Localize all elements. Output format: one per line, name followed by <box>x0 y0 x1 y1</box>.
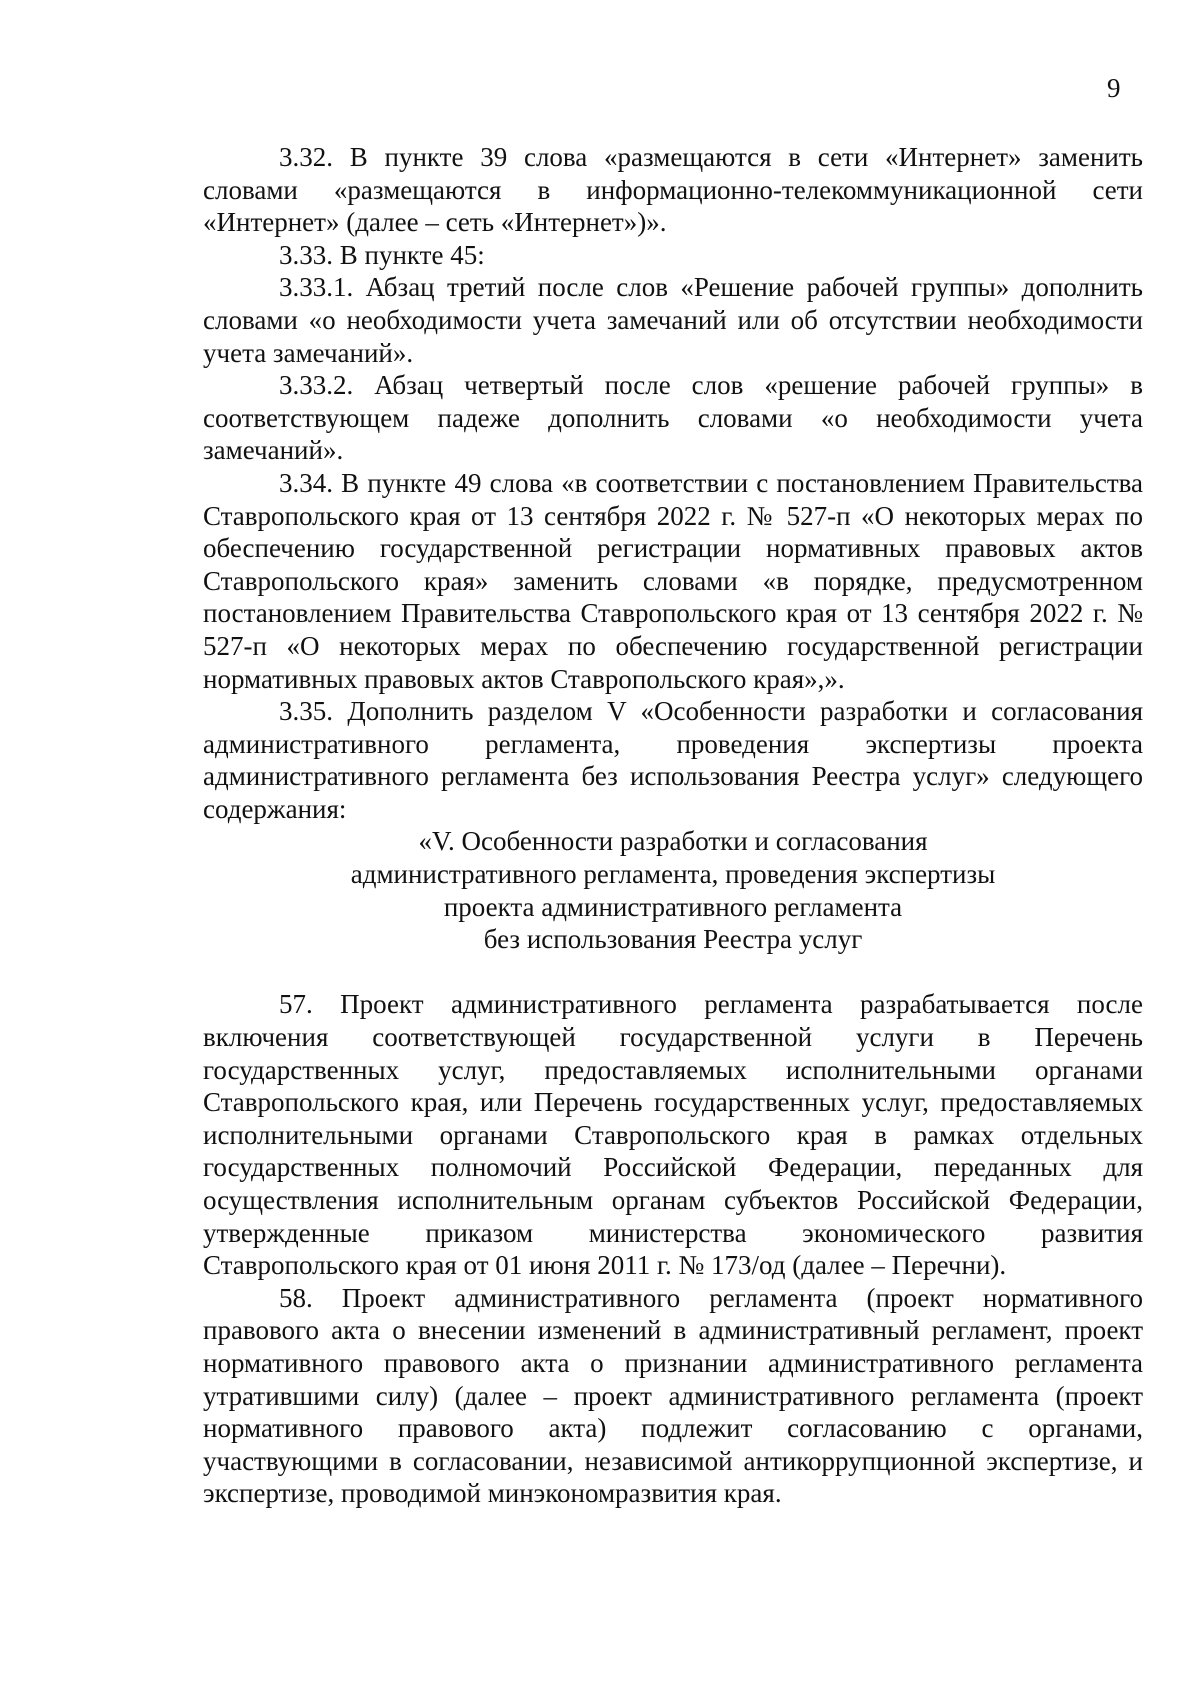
section-title-line: «V. Особенности разработки и согласования <box>418 826 928 857</box>
section-title-line: без использования Реестра услуг <box>483 924 863 955</box>
paragraph-3-32: 3.32. В пункте 39 слова «размещаются в сети «Интернет» заменить словами «размещаются в информационно-телекоммуникационной сети «Интернет» (далее – сеть «Интернет»)». <box>203 142 1143 238</box>
paragraph-3-33-1: 3.33.1. Абзац третий после слов «Решение рабочей группы» дополнить словами «о необходимости учета замечаний или об отсутствии необходимости учета замечаний». <box>203 272 1143 368</box>
paragraph-3-33-2: 3.33.2. Абзац четвертый после слов «решение рабочей группы» в соответствующем падеже дополнить словами «о необходимости учета замечаний». <box>203 370 1143 466</box>
paragraph-3-35: 3.35. Дополнить разделом V «Особенности разработки и согласования административного регламента, проведения экспертизы проекта административного регламента без использования Реестра услуг» следующего содержания: <box>203 696 1143 824</box>
paragraph-58: 58. Проект административного регламента (проект нормативного правового акта о внесении изменений в административный регламент, проект нормативного правового акта о признании административного регламента утратившими силу) (далее – проект административного регламента (проект нормативного правового акта) подлежит согласованию с органами, участвующими в согласовании, независимой антикоррупционной экспертизе, и экспертизе, проводимой минэкономразвития края. <box>203 1282 1143 1509</box>
document-body <box>203 141 1143 1510</box>
paragraph-3-33: 3.33. В пункте 45: <box>279 239 485 270</box>
section-title-line: проекта административного регламента <box>443 891 903 922</box>
paragraph-57: 57. Проект административного регламента разрабатывается после включения соответствующей государственной услуги в Перечень государственных услуг, предоставляемых исполнительными органами Ставропольского края, или Перечень государственных услуг, предоставляемых исполнительными органами Ставропольского края в рамках отдельных государственных полномочий Российской Федерации, переданных для осуществления исполнительным органам субъектов Российской Федерации, утвержденные приказом министерства экономического развития Ставропольского края от 01 июня 2011 г. № 173/од (далее – Перечни). <box>203 989 1143 1281</box>
section-title <box>203 825 1143 955</box>
page-number: 9 <box>1107 73 1121 103</box>
paragraph-3-34: 3.34. В пункте 49 слова «в соответствии с постановлением Правительства Ставропольского края от 13 сентября 2022 г. № 527-п «О некоторых мерах по обеспечению государственной регистрации нормативных правовых актов Ставропольского края» заменить словами «в порядке, предусмотренном постановлением Правительства Ставропольского края от 13 сентября 2022 г. № 527-п «О некоторых мерах по обеспечению государственной регистрации нормативных правовых актов Ставропольского края»,». <box>203 467 1143 694</box>
section-title-line: административного регламента, проведения экспертизы <box>350 859 996 890</box>
